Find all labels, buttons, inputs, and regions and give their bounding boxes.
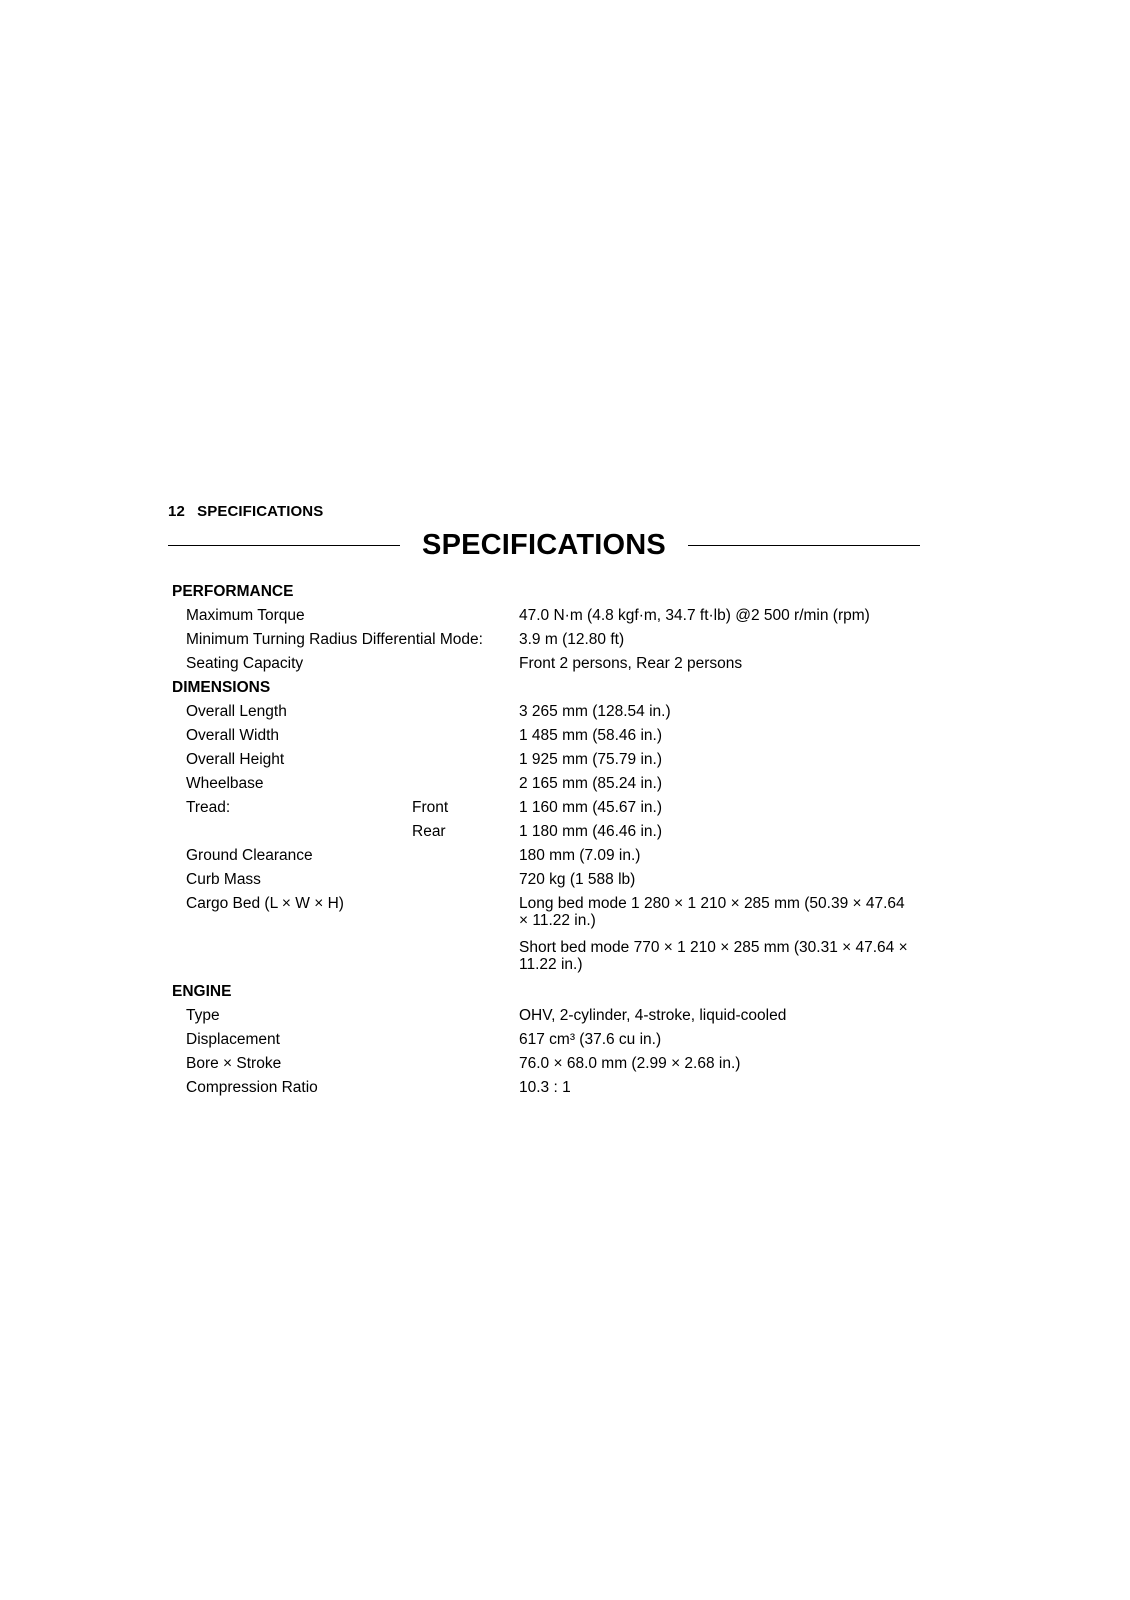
spec-row bbox=[172, 748, 932, 772]
spec-label: Cargo Bed (L × W × H) bbox=[186, 895, 344, 912]
title-rule-left bbox=[168, 545, 400, 546]
section-heading-engine: ENGINE bbox=[172, 983, 232, 1000]
spec-row bbox=[172, 1004, 932, 1028]
spec-label: Compression Ratio bbox=[186, 1079, 318, 1096]
spec-value: 617 cm³ (37.6 cu in.) bbox=[519, 1031, 662, 1048]
spec-row bbox=[172, 1076, 932, 1100]
spec-value: 1 180 mm (46.46 in.) bbox=[519, 823, 663, 840]
running-head bbox=[168, 503, 323, 520]
spec-value: 76.0 × 68.0 mm (2.99 × 2.68 in.) bbox=[519, 1055, 741, 1072]
title-rule-right bbox=[688, 545, 920, 546]
spec-label: Minimum Turning Radius Differential Mode: bbox=[186, 631, 483, 648]
spec-value: Front 2 persons, Rear 2 persons bbox=[519, 655, 743, 672]
spec-label: Ground Clearance bbox=[186, 847, 313, 864]
section-heading-performance: PERFORMANCE bbox=[172, 583, 294, 600]
spec-sublabel: Front bbox=[412, 799, 449, 816]
spec-label: Overall Width bbox=[186, 727, 280, 744]
spec-value: 1 160 mm (45.67 in.) bbox=[519, 799, 663, 816]
spec-value: 1 485 mm (58.46 in.) bbox=[519, 727, 663, 744]
title-row bbox=[168, 525, 920, 565]
spec-value: 3.9 m (12.80 ft) bbox=[519, 631, 625, 648]
section-heading-dimensions: DIMENSIONS bbox=[172, 679, 271, 696]
spec-row bbox=[172, 700, 932, 724]
spec-label: Displacement bbox=[186, 1031, 280, 1048]
running-title: SPECIFICATIONS bbox=[197, 503, 324, 520]
spec-label: Overall Height bbox=[186, 751, 285, 768]
spec-value: 1 925 mm (75.79 in.) bbox=[519, 751, 663, 768]
spec-value: Long bed mode 1 280 × 1 210 × 285 mm (50.39 × 47.64 × 11.22 in.) bbox=[519, 895, 905, 929]
spec-value: 10.3 : 1 bbox=[519, 1079, 571, 1096]
spec-label: Maximum Torque bbox=[186, 607, 305, 624]
spec-row bbox=[172, 820, 932, 844]
spec-label: Overall Length bbox=[186, 703, 287, 720]
spec-row bbox=[172, 892, 932, 936]
spec-row bbox=[172, 628, 932, 652]
spec-row bbox=[172, 652, 932, 676]
spec-row bbox=[172, 604, 932, 628]
spec-label: Bore × Stroke bbox=[186, 1055, 282, 1072]
spec-label: Type bbox=[186, 1007, 220, 1024]
spec-row bbox=[172, 724, 932, 748]
spec-label: Wheelbase bbox=[186, 775, 264, 792]
spec-table bbox=[172, 580, 932, 1100]
spec-row bbox=[172, 772, 932, 796]
spec-label: Seating Capacity bbox=[186, 655, 304, 672]
spec-label: Curb Mass bbox=[186, 871, 261, 888]
spec-row bbox=[172, 868, 932, 892]
spec-row bbox=[172, 936, 932, 980]
spec-row bbox=[172, 796, 932, 820]
spec-row bbox=[172, 1052, 932, 1076]
page-number: 12 bbox=[168, 503, 185, 520]
spec-row bbox=[172, 844, 932, 868]
spec-label: Tread: bbox=[186, 799, 231, 816]
spec-row bbox=[172, 1028, 932, 1052]
spec-value: OHV, 2-cylinder, 4-stroke, liquid-cooled bbox=[519, 1007, 787, 1024]
spec-value: 180 mm (7.09 in.) bbox=[519, 847, 641, 864]
spec-value: Short bed mode 770 × 1 210 × 285 mm (30.31 × 47.64 × 11.22 in.) bbox=[519, 939, 908, 973]
spec-value: 2 165 mm (85.24 in.) bbox=[519, 775, 663, 792]
spec-sublabel: Rear bbox=[412, 823, 446, 840]
spec-value: 720 kg (1 588 lb) bbox=[519, 871, 636, 888]
spec-value: 3 265 mm (128.54 in.) bbox=[519, 703, 671, 720]
page-title: SPECIFICATIONS bbox=[422, 528, 666, 561]
spec-value: 47.0 N·m (4.8 kgf·m, 34.7 ft·lb) @2 500 r/min (rpm) bbox=[519, 607, 870, 624]
